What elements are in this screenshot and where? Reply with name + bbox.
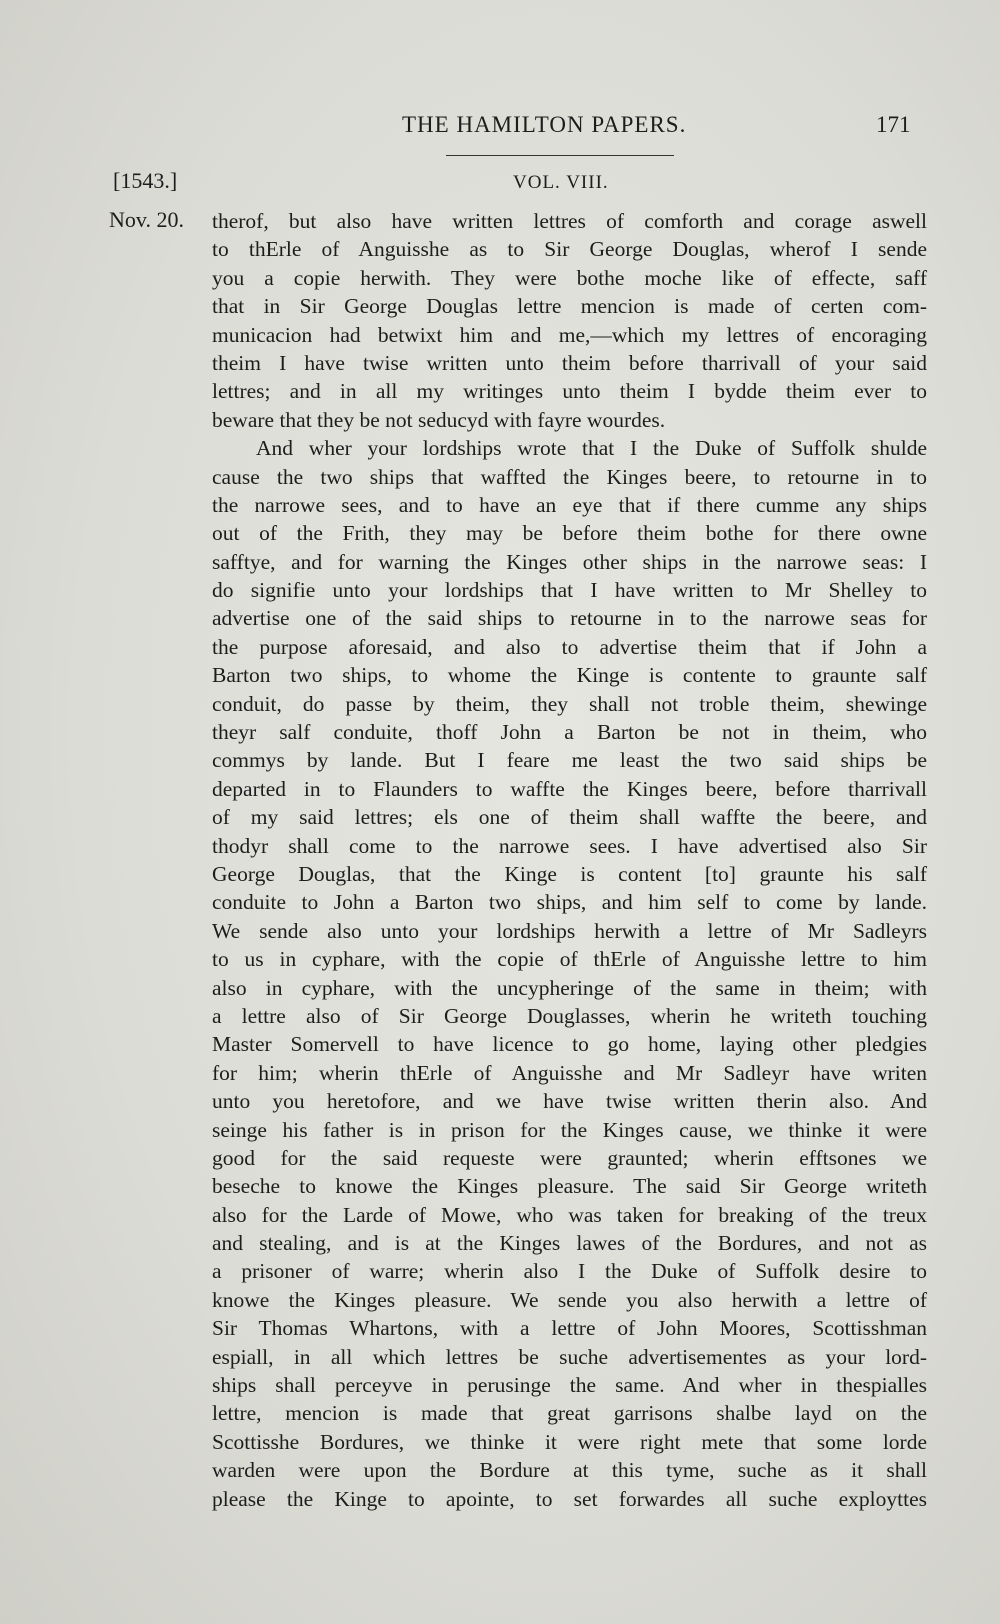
paragraph-start: And wher your lordships wrote that I the Duke of Suffolk shulde bbox=[256, 436, 927, 461]
text-line: the purpose aforesaid, and also to advertise theim that if John a bbox=[212, 634, 927, 659]
text-line: municacion had betwixt him and me,—which my lettres of encoraging bbox=[212, 322, 927, 347]
text-line: you a copie herwith. They were bothe moche like of effecte, saff bbox=[212, 265, 927, 290]
body-text bbox=[212, 207, 927, 1513]
header-rule bbox=[446, 155, 674, 156]
running-head bbox=[0, 108, 1000, 148]
text-line: Master Somervell to have licence to go home, laying other pledgies bbox=[212, 1032, 927, 1057]
text-line: theim I have twise written unto theim before tharrivall of your said bbox=[212, 350, 927, 375]
text-line: beseche to knowe the Kinges pleasure. The said Sir George writeth bbox=[212, 1174, 927, 1199]
volume-label: VOL. VIII. bbox=[513, 172, 609, 193]
text-line: also for the Larde of Mowe, who was taken for breaking of the treux bbox=[212, 1202, 927, 1227]
text-line: to us in cyphare, with the copie of thErle of Anguisshe lettre to him bbox=[212, 947, 927, 972]
text-line: also in cyphare, with the uncypheringe of the same in theim; with bbox=[212, 975, 927, 1000]
text-line: theyr salf conduite, thoff John a Barton be not in theim, who bbox=[212, 720, 927, 745]
text-line: safftye, and for warning the Kinges other ships in the narrowe seas: I bbox=[212, 549, 927, 574]
year-marker: [1543.] bbox=[113, 168, 178, 193]
text-line: please the Kinge to apointe, to set forwardes all suche exployttes bbox=[212, 1486, 927, 1511]
margin-date: Nov. 20. bbox=[109, 207, 184, 232]
text-line: ships shall perceyve in perusinge the same. And wher in thespialles bbox=[212, 1373, 927, 1398]
text-line: the narrowe sees, and to have an eye that if there cumme any ships bbox=[212, 492, 927, 517]
text-line: seinge his father is in prison for the Kinges cause, we thinke it were bbox=[212, 1117, 927, 1142]
text-line: espiall, in all which lettres be suche advertisementes as your lord- bbox=[212, 1344, 927, 1369]
text-line: good for the said requeste were graunted; wherin efftsones we bbox=[212, 1145, 927, 1170]
text-line: of my said lettres; els one of theim shall waffte the beere, and bbox=[212, 805, 927, 830]
text-line: therof, but also have written lettres of comforth and corage aswell bbox=[212, 209, 927, 233]
text-line: lettre, mencion is made that great garrisons shalbe layd on the bbox=[212, 1401, 927, 1426]
text-line: for him; wherin thErle of Anguisshe and Mr Sadleyr have writen bbox=[212, 1060, 927, 1085]
text-line: lettres; and in all my writinges unto theim I bydde theim ever to bbox=[212, 379, 927, 404]
text-line: We sende also unto your lordships herwith a lettre of Mr Sadleyrs bbox=[212, 918, 927, 943]
page-number: 171 bbox=[876, 112, 911, 137]
text-line: Scottisshe Bordures, we thinke it were right mete that some lorde bbox=[212, 1429, 927, 1454]
text-line: to thErle of Anguisshe as to Sir George Douglas, wherof I sende bbox=[212, 237, 927, 262]
text-line: do signifie unto your lordships that I have written to Mr Shelley to bbox=[212, 578, 927, 603]
text-line: a lettre also of Sir George Douglasses, wherin he writeth touching bbox=[212, 1003, 927, 1028]
text-line: warden were upon the Bordure at this tyme, suche as it shall bbox=[212, 1458, 927, 1483]
text-line: advertise one of the said ships to retourne in to the narrowe seas for bbox=[212, 606, 927, 631]
text-line: a prisoner of warre; wherin also I the Duke of Suffolk desire to bbox=[212, 1259, 927, 1284]
text-line: Barton two ships, to whome the Kinge is contente to graunte salf bbox=[212, 663, 927, 688]
text-line: Sir Thomas Whartons, with a lettre of John Moores, Scottisshman bbox=[212, 1316, 927, 1341]
text-line: commys by lande. But I feare me least the two said ships be bbox=[212, 748, 927, 773]
text-line: out of the Frith, they may be before theim bothe for there owne bbox=[212, 521, 927, 546]
text-line: conduit, do passe by theim, they shall not troble theim, shewinge bbox=[212, 691, 927, 716]
text-line: and stealing, and is at the Kinges lawes of the Bordures, and not as bbox=[212, 1231, 927, 1256]
text-line: that in Sir George Douglas lettre mencion is made of certen com- bbox=[212, 294, 927, 319]
text-line: George Douglas, that the Kinge is content [to] graunte his salf bbox=[212, 861, 927, 886]
text-line: conduite to John a Barton two ships, and him self to come by lande. bbox=[212, 890, 927, 915]
text-line: unto you heretofore, and we have twise written therin also. And bbox=[212, 1089, 927, 1114]
text-line: departed in to Flaunders to waffte the Kinges beere, before tharrivall bbox=[212, 776, 927, 801]
text-line: beware that they be not seducyd with fayre wourdes. bbox=[212, 407, 666, 432]
text-line: cause the two ships that waffted the Kinges beere, to retourne in to bbox=[212, 464, 927, 489]
text-line: thodyr shall come to the narrowe sees. I have advertised also Sir bbox=[212, 833, 927, 858]
text-line: knowe the Kinges pleasure. We sende you also herwith a lettre of bbox=[212, 1287, 927, 1312]
page-title: THE HAMILTON PAPERS. bbox=[402, 112, 687, 137]
